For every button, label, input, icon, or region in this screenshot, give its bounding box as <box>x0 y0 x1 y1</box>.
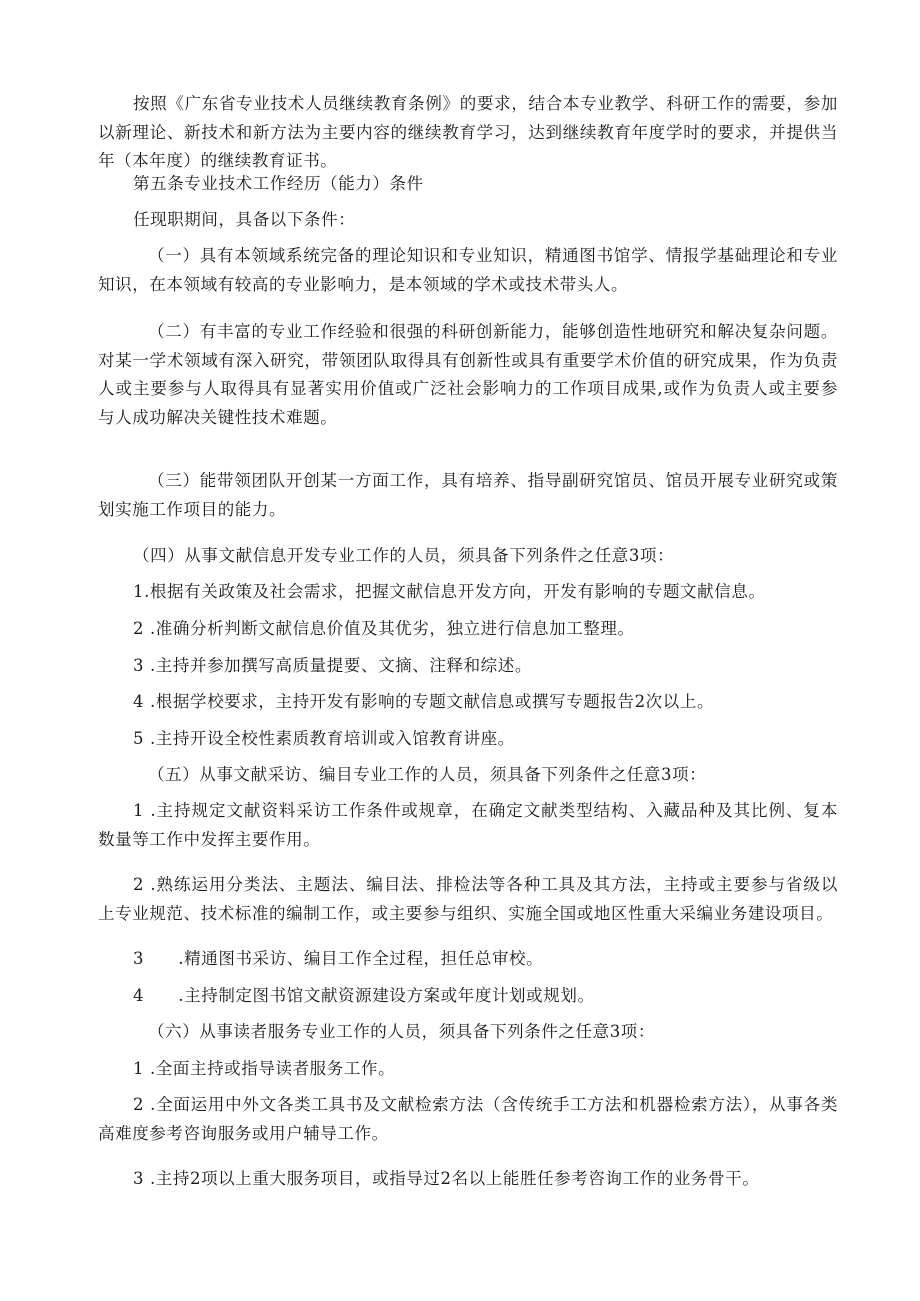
subsection-heading-acquisition: （五）从事文献采访、编目专业工作的人员，须具备下列条件之任意3项： <box>148 765 707 784</box>
list-item-reader-1: 1 .全面主持或指导读者服务工作。 <box>133 1059 396 1078</box>
list-item-info-1: 1.根据有关政策及社会需求，把握文献信息开发方向，开发有影响的专题文献信息。 <box>133 582 766 601</box>
paragraph-item-1: （一）具有本领域系统完备的理论知识和专业知识，精通图书馆学、情报学基础理论和专业知识，在本领域有较高的专业影响力，是本领域的学术或技术带头人。 <box>98 246 838 294</box>
list-item-info-3: 3 .主持并参加撰写高质量提要、文摘、注释和综述。 <box>133 656 532 675</box>
subsection-heading-info-development: （四）从事文献信息开发专业工作的人员，须具备下列条件之任意3项： <box>133 546 675 565</box>
paragraph-item-2: （二）有丰富的专业工作经验和很强的科研创新能力，能够创造性地研究和解决复杂问题。对某一学术领域有深入研究，带领团队取得具有创新性或具有重要学术价值的研究成果，作为负责人或主要参与人取得具有显著实用价值或广泛社会影响力的工作项目成果,或作为负责人或主要参与人成功解决关键性技术难题。 <box>98 322 838 427</box>
paragraph-continuing-education: 按照《广东省专业技术人员继续教育条例》的要求，结合本专业教学、科研工作的需要，参加以新理论、新技术和新方法为主要内容的继续教育学习，达到继续教育年度学时的要求，并提供当年（本年度）的继续教育证书。 <box>98 94 838 170</box>
list-item-acq-4: 4 .主持制定图书馆文献资源建设方案或年度计划或规划。 <box>133 986 595 1005</box>
list-item-reader-2: 2 .全面运用中外文各类工具书及文献检索方法（含传统手工方法和机器检索方法），从事各类高难度参考咨询服务或用户辅导工作。 <box>98 1095 838 1143</box>
subsection-heading-reader-service: （六）从事读者服务专业工作的人员，须具备下列条件之任意3项： <box>148 1022 655 1041</box>
list-item-info-2: 2 .准确分析判断文献信息价值及其优劣，独立进行信息加工整理。 <box>133 619 635 638</box>
list-item-acq-3: 3 .精通图书采访、编目工作全过程，担任总审校。 <box>133 949 544 968</box>
section-heading-article-5: 第五条专业技术工作经历（能力）条件 <box>133 174 424 193</box>
list-item-reader-3: 3 .主持2项以上重大服务项目，或指导过2名以上能胜任参考咨询工作的业务骨干。 <box>133 1169 760 1188</box>
list-item-acq-2: 2 .熟练运用分类法、主题法、编目法、排检法等各种工具及其方法，主持或主要参与省级以上专业规范、技术标准的编制工作，或主要参与组织、实施全国或地区性重大采编业务建设项目。 <box>98 875 838 923</box>
paragraph-item-3: （三）能带领团队开创某一方面工作，具有培养、指导副研究馆员、馆员开展专业研究或策划实施工作项目的能力。 <box>98 471 838 519</box>
list-item-acq-1: 1 .主持规定文献资料采访工作条件或规章，在确定文献类型结构、入藏品种及其比例、复本数量等工作中发挥主要作用。 <box>98 801 838 849</box>
list-item-info-4: 4 .根据学校要求，主持开发有影响的专题文献信息或撰写专题报告2次以上。 <box>133 692 715 711</box>
list-item-info-5: 5 .主持开设全校性素质教育培训或入馆教育讲座。 <box>133 729 515 748</box>
paragraph-conditions-intro: 任现职期间，具备以下条件： <box>133 210 356 229</box>
